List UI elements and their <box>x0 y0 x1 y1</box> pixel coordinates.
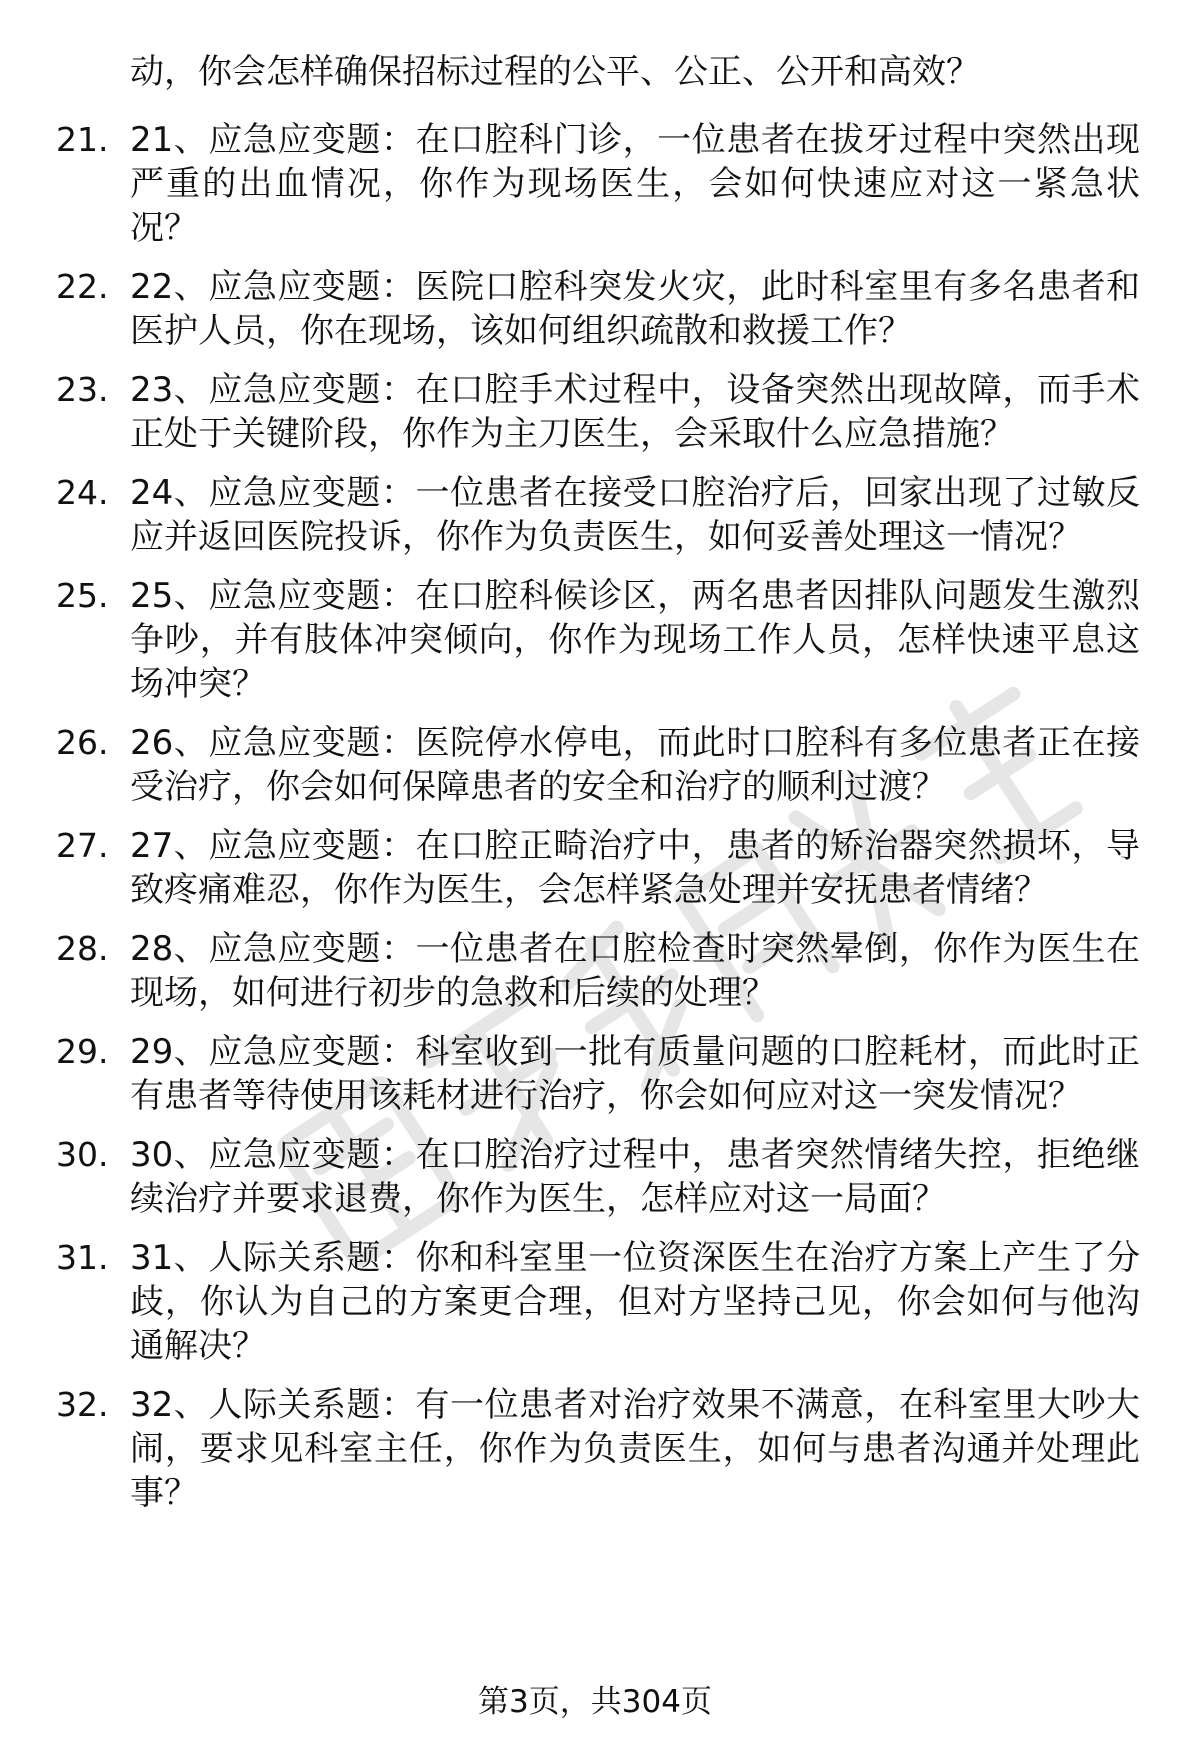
list-item <box>56 471 1146 559</box>
question-number: 31. <box>56 1238 109 1277</box>
question-number: 30. <box>56 1135 109 1174</box>
continued-question-text: 动，你会怎样确保招标过程的公平、公正、公开和高效？ <box>130 52 980 92</box>
question-number: 22. <box>56 267 109 306</box>
list-item <box>56 574 1146 706</box>
question-text: 21、应急应变题：在口腔科门诊，一位患者在拔牙过程中突然出现严重的出血情况，你作为现场医生，会如何快速应对这一紧急状况？ <box>130 120 1140 248</box>
list-item <box>56 368 1146 456</box>
list-item <box>56 927 1146 1015</box>
question-text: 31、人际关系题：你和科室里一位资深医生在治疗方案上产生了分歧，你认为自己的方案更合理，但对方坚持己见，你会如何与他沟通解决？ <box>130 1238 1140 1366</box>
list-item <box>56 1236 1146 1368</box>
list-item <box>56 824 1146 912</box>
question-text: 25、应急应变题：在口腔科候诊区，两名患者因排队问题发生激烈争吵，并有肢体冲突倾向，你作为现场工作人员，怎样快速平息这场冲突？ <box>130 576 1140 704</box>
question-text: 24、应急应变题：一位患者在接受口腔治疗后，回家出现了过敏反应并返回医院投诉，你作为负责医生，如何妥善处理这一情况？ <box>130 473 1140 557</box>
question-text: 32、人际关系题：有一位患者对治疗效果不满意，在科室里大吵大闹，要求见科室主任，你作为负责医生，如何与患者沟通并处理此事？ <box>130 1385 1140 1513</box>
question-text: 30、应急应变题：在口腔治疗过程中，患者突然情绪失控，拒绝继续治疗并要求退费，你作为医生，怎样应对这一局面？ <box>130 1135 1140 1219</box>
list-item <box>56 721 1146 809</box>
question-number: 24. <box>56 473 109 512</box>
question-number: 29. <box>56 1032 109 1071</box>
question-text: 29、应急应变题：科室收到一批有质量问题的口腔耗材，而此时正有患者等待使用该耗材进行治疗，你会如何应对这一突发情况？ <box>130 1032 1140 1116</box>
question-text: 22、应急应变题：医院口腔科突发火灾，此时科室里有多名患者和医护人员，你在现场，该如何组织疏散和救援工作？ <box>130 267 1140 351</box>
question-number: 27. <box>56 826 109 865</box>
question-number: 26. <box>56 723 109 762</box>
question-number: 23. <box>56 370 109 409</box>
question-text: 26、应急应变题：医院停水停电，而此时口腔科有多位患者正在接受治疗，你会如何保障患者的安全和治疗的顺利过渡？ <box>130 723 1140 807</box>
question-number: 25. <box>56 576 109 615</box>
list-item <box>56 1383 1146 1515</box>
question-text: 28、应急应变题：一位患者在口腔检查时突然晕倒，你作为医生在现场，如何进行初步的急救和后续的处理？ <box>130 929 1140 1013</box>
question-number: 21. <box>56 120 109 159</box>
question-number: 32. <box>56 1385 109 1424</box>
page-footer: 第3页，共304页 <box>478 1684 712 1720</box>
list-item <box>56 1030 1146 1118</box>
list-item <box>56 1133 1146 1221</box>
question-text: 27、应急应变题：在口腔正畸治疗中，患者的矫治器突然损坏，导致疼痛难忍，你作为医生，会怎样紧急处理并安抚患者情绪？ <box>130 826 1140 910</box>
list-item <box>56 265 1146 353</box>
question-number: 28. <box>56 929 109 968</box>
question-list <box>56 118 1146 1530</box>
list-item <box>56 118 1146 250</box>
question-text: 23、应急应变题：在口腔手术过程中，设备突然出现故障，而手术正处于关键阶段，你作为主刀医生，会采取什么应急措施？ <box>130 370 1140 454</box>
